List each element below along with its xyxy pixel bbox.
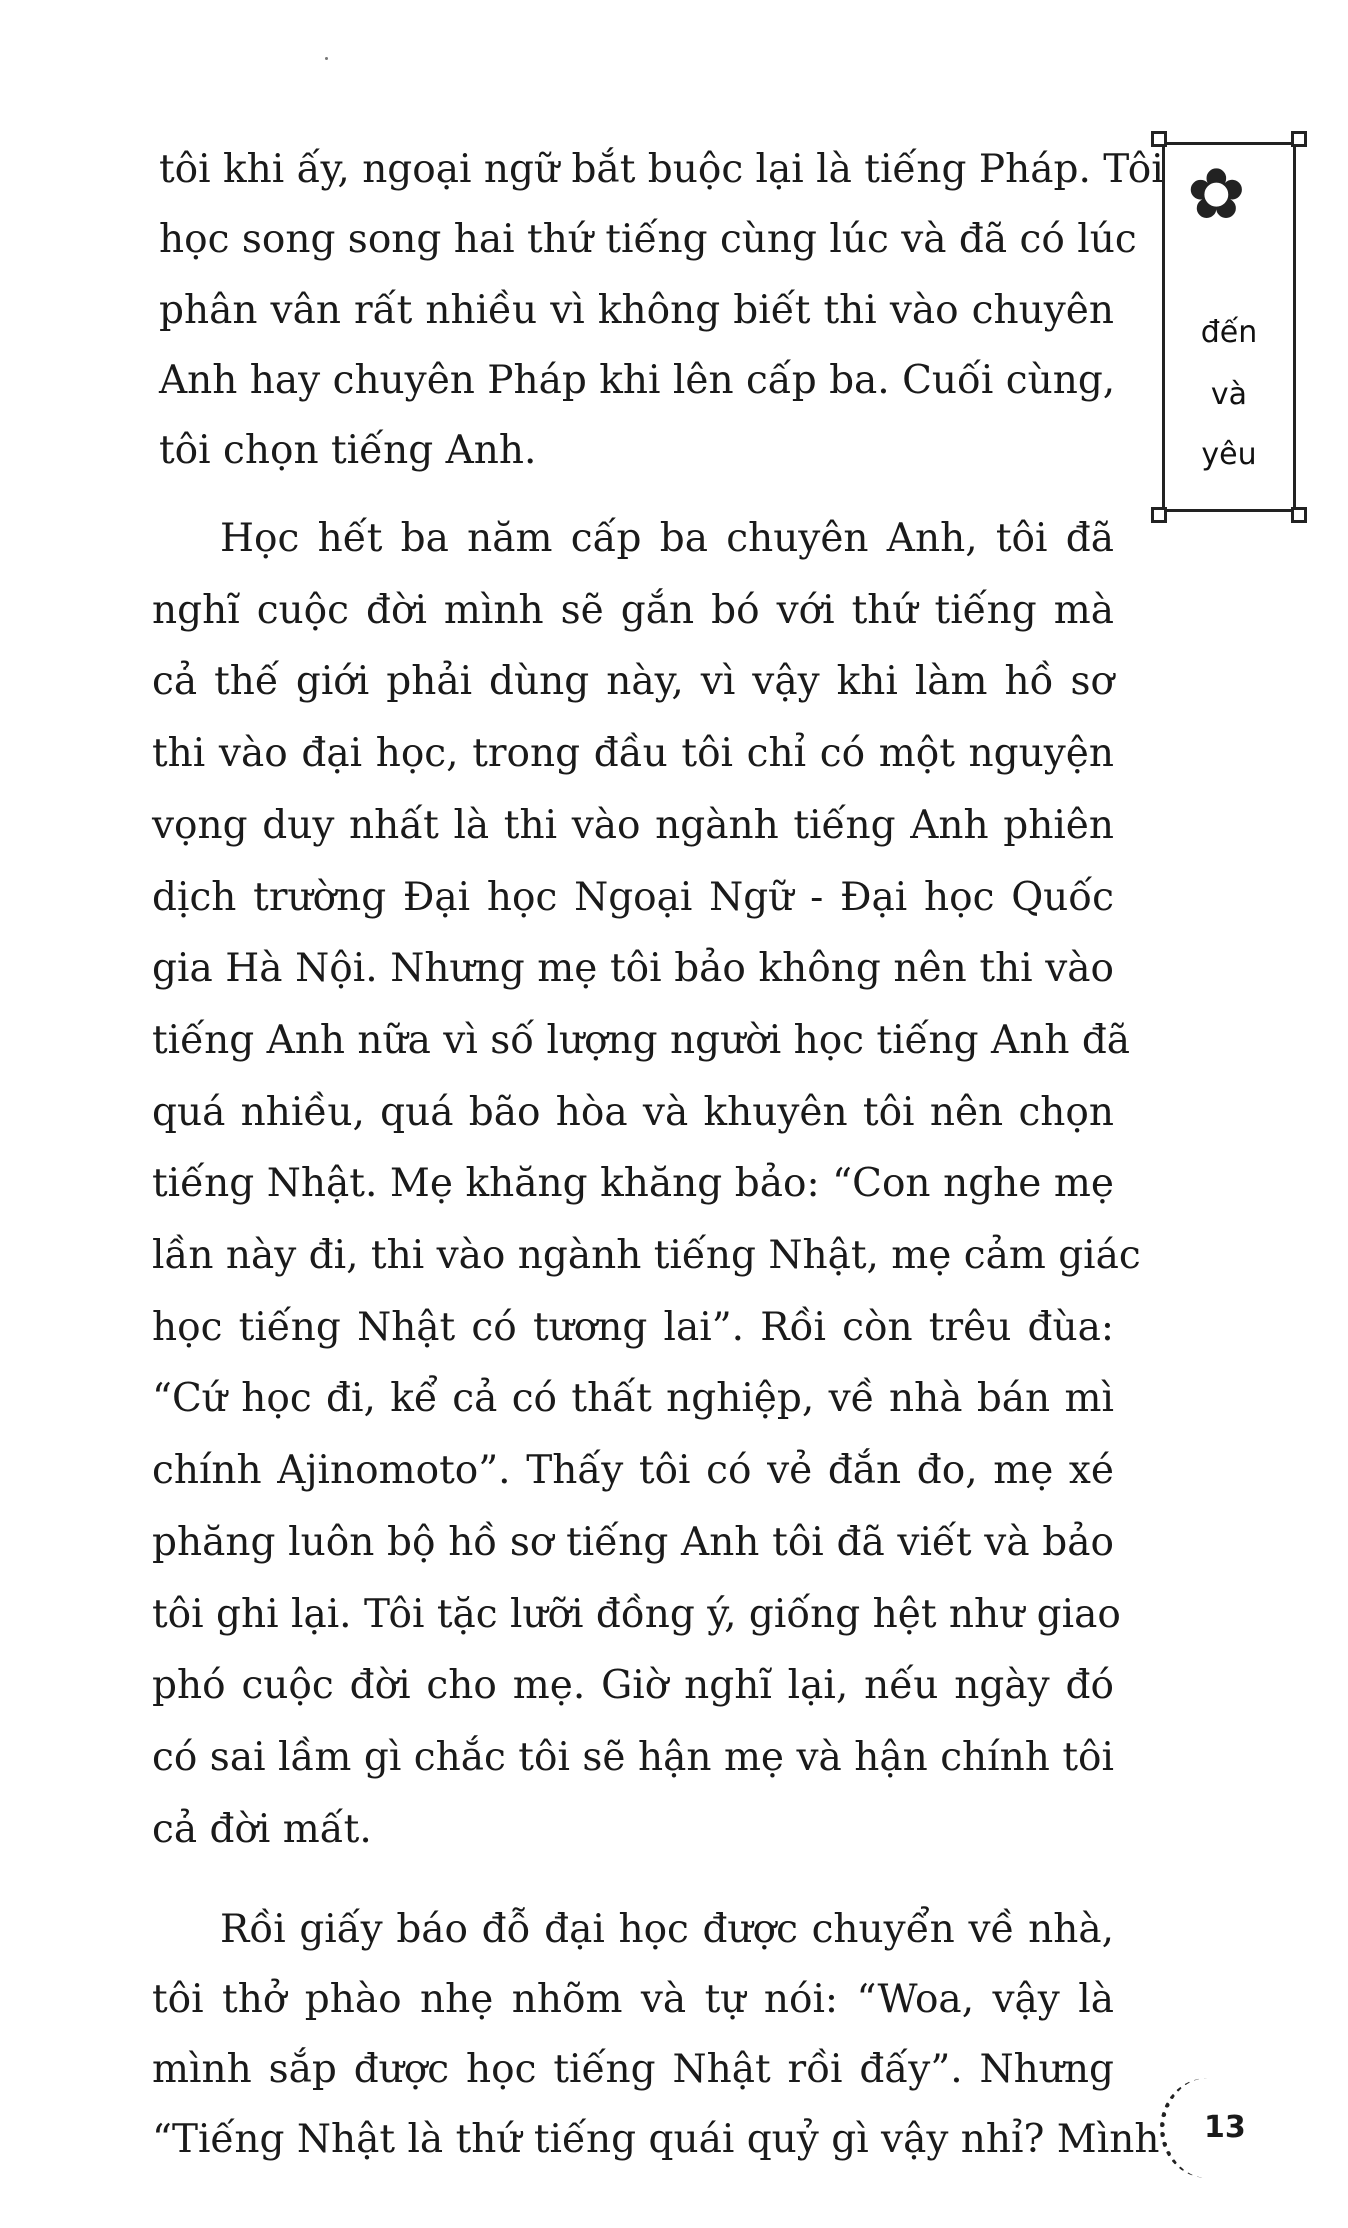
text-line: nghĩ cuộc đời mình sẽ gắn bó với thứ tiếng mà [152,587,1114,633]
page-number: 13 [1204,2110,1246,2145]
text-line: phăng luôn bộ hồ sơ tiếng Anh tôi đã viết và bảo [152,1519,1114,1565]
side-word: yêu [1201,437,1257,472]
text-line: cả đời mất. [152,1806,372,1852]
frame-corner [1291,507,1307,523]
text-line: cả thế giới phải dùng này, vì vậy khi làm hồ sơ [152,659,1114,705]
text-line: lần này đi, thi vào ngành tiếng Nhật, mẹ cảm giác [152,1233,1141,1278]
text-line: tiếng Anh nữa vì số lượng người học tiếng Anh đã [152,1017,1131,1063]
text-line: có sai lầm gì chắc tôi sẽ hận mẹ và hận chính tôi [152,1734,1114,1780]
text-line: dịch trường Đại học Ngoại Ngữ - Đại học Quốc [152,874,1114,920]
cherry-blossom-icon: ✿ [1187,153,1246,235]
text-line: vọng duy nhất là thi vào ngành tiếng Anh phiên [152,802,1114,848]
text-line: Anh hay chuyên Pháp khi lên cấp ba. Cuối cùng, [159,357,1116,403]
frame-corner [1291,131,1307,147]
paragraph-first-line: Rồi giấy báo đỗ đại học được chuyển về nhà, [220,1907,1114,1952]
text-line: tiếng Nhật. Mẹ khăng khăng bảo: “Con nghe mẹ [152,1161,1114,1207]
frame-corner [1151,507,1167,523]
text-line: phó cuộc đời cho mẹ. Giờ nghĩ lại, nếu ngày đó [152,1663,1114,1709]
paragraph-first-line: Học hết ba năm cấp ba chuyên Anh, tôi đã [220,516,1114,561]
side-word: và [1210,377,1248,412]
text-line: học tiếng Nhật có tương lai”. Rồi còn trêu đùa: [152,1304,1114,1350]
text-line: tôi chọn tiếng Anh. [159,428,537,474]
chapter-side-label [1162,142,1296,512]
text-line: tôi thở phào nhẹ nhõm và tự nói: “Woa, vậy là [152,1977,1114,2022]
text-line: “Tiếng Nhật là thứ tiếng quái quỷ gì vậy nhỉ? Mình [152,2117,1160,2162]
text-line: học song song hai thứ tiếng cùng lúc và đã có lúc [159,217,1137,263]
text-line: phân vân rất nhiều vì không biết thi vào chuyên [159,287,1114,333]
text-line: tôi khi ấy, ngoại ngữ bắt buộc lại là tiếng Pháp. Tôi [159,147,1164,192]
text-line: “Cứ học đi, kể cả có thất nghiệp, về nhà bán mì [152,1376,1114,1422]
text-line: thi vào đại học, trong đầu tôi chỉ có một nguyện [152,731,1114,777]
text-line: gia Hà Nội. Nhưng mẹ tôi bảo không nên thi vào [152,946,1114,992]
side-word: đến [1200,315,1258,350]
text-line: chính Ajinomoto”. Thấy tôi có vẻ đắn đo, mẹ xé [152,1448,1114,1494]
text-line: mình sắp được học tiếng Nhật rồi đấy”. Nhưng [152,2047,1114,2092]
text-line: tôi ghi lại. Tôi tặc lưỡi đồng ý, giống hệt như giao [152,1591,1121,1637]
scan-speck [325,57,328,60]
frame-corner [1151,131,1167,147]
text-line: quá nhiều, quá bão hòa và khuyên tôi nên chọn [152,1089,1114,1135]
